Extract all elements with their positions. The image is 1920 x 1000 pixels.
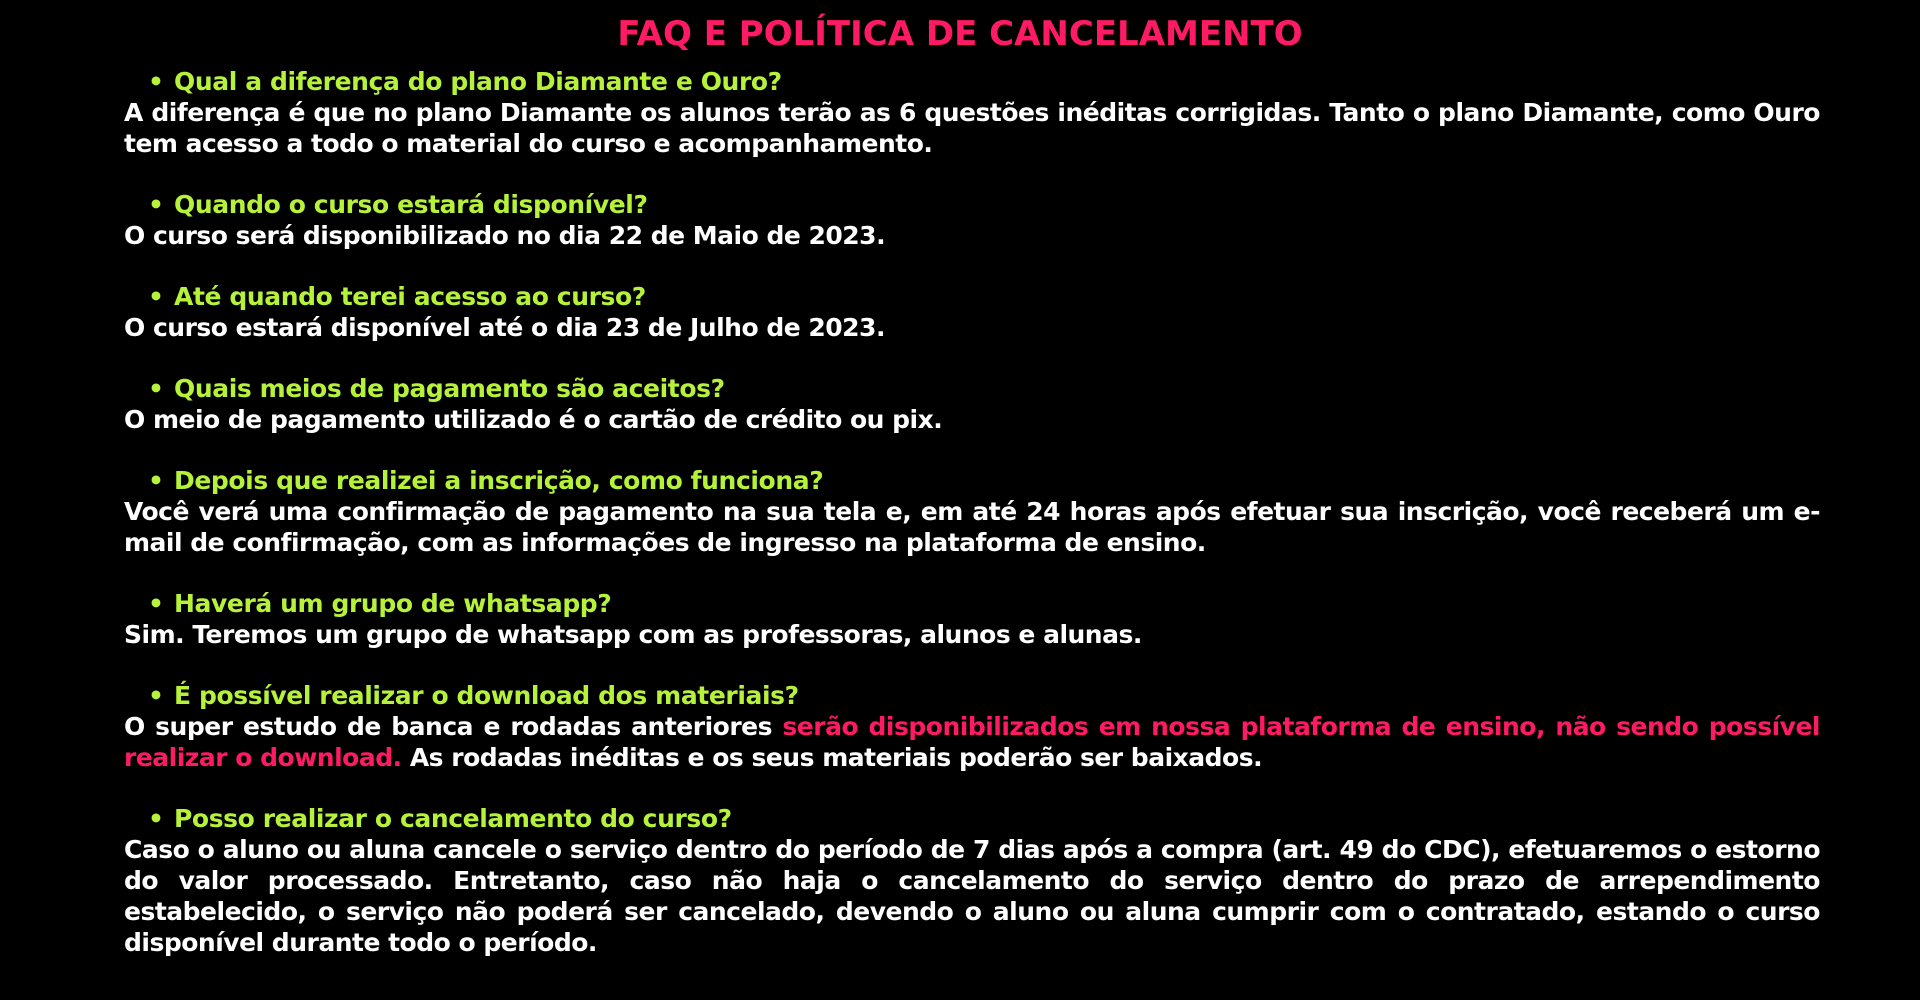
faq-question xyxy=(124,680,1820,711)
faq-question-text: Haverá um grupo de whatsapp? xyxy=(174,589,612,618)
bullet-dot-icon: • xyxy=(148,804,164,833)
bullet-dot-icon: • xyxy=(148,589,164,618)
faq-item-availability xyxy=(124,189,1820,251)
bullet-dot-icon: • xyxy=(148,67,164,96)
faq-question xyxy=(124,803,1820,834)
faq-item-material-download xyxy=(124,680,1820,773)
faq-list xyxy=(124,66,1820,958)
faq-answer: O meio de pagamento utilizado é o cartão de crédito ou pix. xyxy=(124,405,943,434)
bullet-dot-icon: • xyxy=(148,282,164,311)
faq-item-whatsapp-group xyxy=(124,588,1820,650)
faq-question xyxy=(124,189,1820,220)
page-title: FAQ E POLÍTICA DE CANCELAMENTO xyxy=(617,14,1303,54)
faq-answer: Sim. Teremos um grupo de whatsapp com as professoras, alunos e alunas. xyxy=(124,620,1142,649)
faq-question xyxy=(124,465,1820,496)
faq-item-access-period xyxy=(124,281,1820,343)
bullet-dot-icon: • xyxy=(148,681,164,710)
faq-question xyxy=(124,373,1820,404)
bullet-dot-icon: • xyxy=(148,190,164,219)
faq-question xyxy=(124,66,1820,97)
faq-answer-text: O super estudo de banca e rodadas anteriores xyxy=(124,712,783,741)
faq-question-text: Posso realizar o cancelamento do curso? xyxy=(174,804,732,833)
faq-answer: A diferença é que no plano Diamante os alunos terão as 6 questões inéditas corrigidas. Tanto o plano Diamante, como Ouro tem acesso a todo o material do curso e acompanhamento. xyxy=(124,98,1820,158)
faq-answer: O curso estará disponível até o dia 23 de Julho de 2023. xyxy=(124,313,885,342)
faq-question-text: Quais meios de pagamento são aceitos? xyxy=(174,374,725,403)
faq-item-cancellation xyxy=(124,803,1820,958)
faq-question xyxy=(124,588,1820,619)
bullet-dot-icon: • xyxy=(148,466,164,495)
faq-item-after-enrollment xyxy=(124,465,1820,558)
faq-question-text: Depois que realizei a inscrição, como funciona? xyxy=(174,466,824,495)
faq-answer-text: As rodadas inéditas e os seus materiais poderão ser baixados. xyxy=(401,743,1263,772)
faq-question-text: Qual a diferença do plano Diamante e Ouro? xyxy=(174,67,782,96)
bullet-dot-icon: • xyxy=(148,374,164,403)
faq-answer: Caso o aluno ou aluna cancele o serviço dentro do período de 7 dias após a compra (art. 49 do CDC), efetuaremos o estorno do valor processado. Entretanto, caso não haja o cancelamento do serviço dentro do prazo de arrependimento estabelecido, o serviço não poderá ser cancelado, devendo o aluno ou aluna cumprir com o contratado, estando o curso disponível durante todo o período. xyxy=(124,835,1820,957)
faq-question xyxy=(124,281,1820,312)
faq-question-text: Até quando terei acesso ao curso? xyxy=(174,282,646,311)
faq-answer: Você verá uma confirmação de pagamento na sua tela e, em até 24 horas após efetuar sua inscrição, você receberá um e-mail de confirmação, com as informações de ingresso na plataforma de ensino. xyxy=(124,497,1820,557)
faq-item-payment-methods xyxy=(124,373,1820,435)
faq-question-text: Quando o curso estará disponível? xyxy=(174,190,648,219)
faq-question-text: É possível realizar o download dos materiais? xyxy=(174,681,799,710)
faq-item-plan-difference xyxy=(124,66,1820,159)
faq-answer-highlight: serão disponibilizados em nossa plataforma de ensino, não sendo possível realizar o download. xyxy=(124,712,1820,772)
faq-answer xyxy=(124,711,1820,773)
faq-answer: O curso será disponibilizado no dia 22 de Maio de 2023. xyxy=(124,221,886,250)
